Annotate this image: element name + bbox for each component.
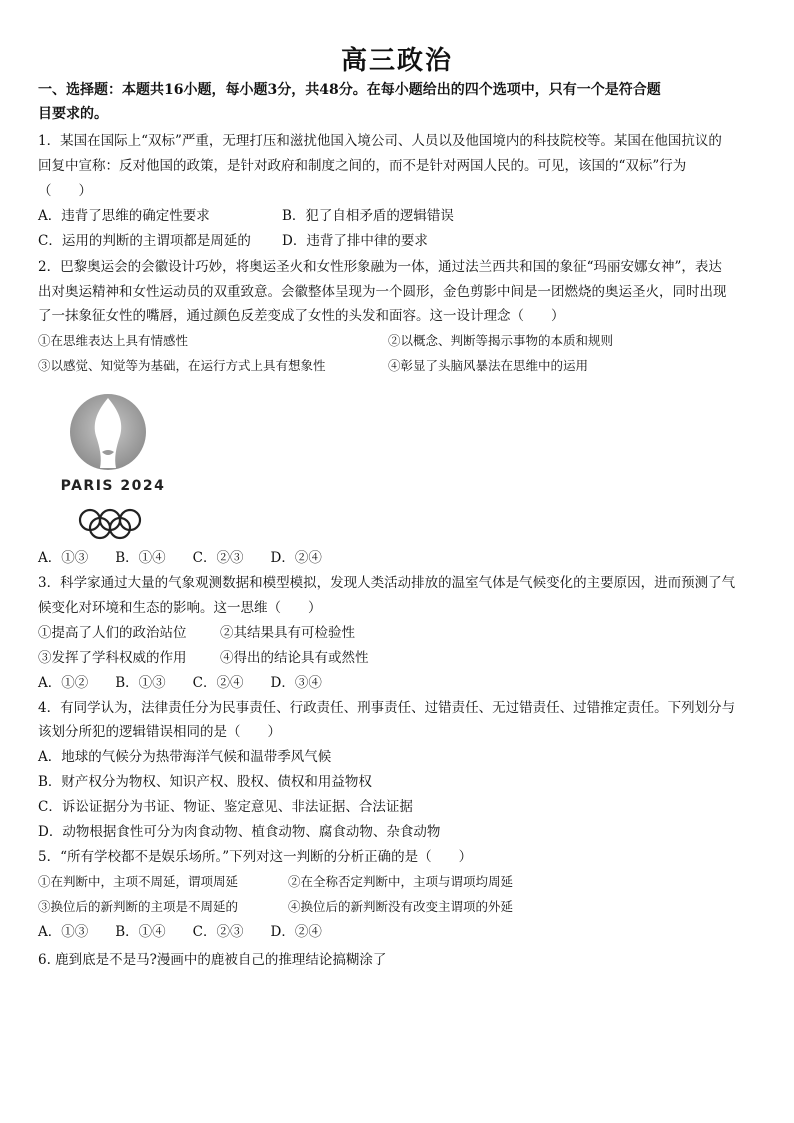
- paris-logo-emblem: [40, 392, 180, 542]
- q4-option-d: D．动物根据食性可分为肉食动物、植食动物、腐食动物、杂食动物: [38, 824, 441, 840]
- q5-stem-line1: 5．“所有学校都不是娱乐场所。”下列对这一判断的分析正确的是（ ）: [38, 849, 473, 865]
- q1-options-row2: [38, 231, 760, 251]
- q2-stem-line3: 了一抹象征女性的嘴唇，通过颜色反差变成了女性的头发和面容。这一设计理念（ ）: [38, 308, 565, 324]
- q2-stem-line1: 2．巴黎奥运会的会徽设计巧妙，将奥运圣火和女性形象融为一体，通过法兰西共和国的象征“玛丽安娜女神”，表达: [38, 259, 722, 275]
- q4-option-b: B．财产权分为物权、知识产权、股权、债权和用益物权: [38, 774, 372, 790]
- q2-item-2: ②以概念、判断等揭示事物的本质和规则: [388, 333, 614, 348]
- q2-stem-line2: 出对奥运精神和女性运动员的双重致意。会徽整体呈现为一个圆形，金色剪影中间是一团燃烧的奥运圣火，同时出现: [38, 284, 727, 300]
- q2-item-3: ③以感觉、知觉等为基础，在运行方式上具有想象性: [38, 358, 326, 373]
- q4-stem-line1: 4．有同学认为，法律责任分为民事责任、行政责任、刑事责任、过错责任、无过错责任、过错推定责任。下列划分与: [38, 700, 736, 716]
- page-title: 高三政治: [340, 46, 453, 76]
- q3-answer-options: A．①② B．①③ C．②④ D．③④: [38, 675, 322, 691]
- paris-2024-logo: [40, 392, 180, 542]
- q5-answer-options: A．①③ B．①④ C．②③ D．②④: [38, 924, 322, 940]
- q2-item-4: ④彰显了头脑风暴法在思维中的运用: [388, 358, 589, 373]
- q3-items-row1: [38, 623, 760, 643]
- q3-stem-line2: 候变化对环境和生态的影响。这一思维（ ）: [38, 600, 322, 616]
- q1-option-c: C．运用的判断的主谓项都是周延的: [38, 233, 251, 249]
- q2-items-row1: [38, 331, 760, 351]
- q1-option-a: A．违背了思维的确定性要求: [38, 208, 210, 224]
- q5-item-3: ③换位后的新判断的主项是不周延的: [38, 899, 239, 914]
- q1-stem-line2: 回复中宣称：反对他国的政策，是针对政府和制度之间的，而不是针对两国人民的。可见，该国的“双标”行为: [38, 158, 687, 174]
- q4-option-c: C．诉讼证据分为书证、物证、鉴定意见、非法证据、合法证据: [38, 799, 413, 815]
- q1-options-row1: [38, 206, 760, 226]
- q3-item-2: ②其结果具有可检验性: [220, 625, 355, 641]
- q3-items-row2: [38, 648, 760, 668]
- q4-stem-line2: 该划分所犯的逻辑错误相同的是（ ）: [38, 724, 281, 740]
- section-heading-line2: 目要求的。: [38, 106, 108, 122]
- q1-stem-line3: （ ）: [38, 183, 92, 199]
- q3-item-1: ①提高了人们的政治站位: [38, 625, 187, 641]
- q3-stem-line1: 3．科学家通过大量的气象观测数据和模型模拟，发现人类活动排放的温室气体是气候变化的主要原因，进而预测了气: [38, 575, 736, 591]
- q5-item-4: ④换位后的新判断没有改变主谓项的外延: [288, 899, 514, 914]
- q1-stem-line1: 1．某国在国际上“双标”严重，无理打压和滋扰他国入境公司、人员以及他国境内的科技院校等。某国在他国抗议的: [38, 133, 722, 149]
- q2-answer-options: A．①③ B．①④ C．②③ D．②④: [38, 550, 322, 566]
- q3-item-4: ④得出的结论具有或然性: [220, 650, 369, 666]
- q2-items-row2: [38, 356, 760, 376]
- section-heading-line1: 一、选择题：本题共16小题，每小题3分，共48分。在每小题给出的四个选项中，只有一个是符合题: [38, 82, 661, 98]
- q1-option-d: D．违背了排中律的要求: [282, 233, 428, 249]
- q3-item-3: ③发挥了学科权威的作用: [38, 650, 187, 666]
- q5-item-1: ①在判断中，主项不周延，谓项周延: [38, 874, 239, 889]
- q5-item-2: ②在全称否定判断中，主项与谓项均周延: [288, 874, 514, 889]
- paris-logo-text: PARIS 2024: [60, 478, 166, 494]
- q6-stem-line1: 6. 鹿到底是不是马?漫画中的鹿被自己的推理结论搞糊涂了: [38, 952, 387, 968]
- olympic-rings-icon: [80, 510, 140, 538]
- q1-option-b: B．犯了自相矛盾的逻辑错误: [282, 208, 454, 224]
- q2-item-1: ①在思维表达上具有情感性: [38, 333, 189, 348]
- q5-items-row1: [38, 872, 760, 892]
- q5-items-row2: [38, 897, 760, 917]
- q4-option-a: A．地球的气候分为热带海洋气候和温带季风气候: [38, 749, 332, 765]
